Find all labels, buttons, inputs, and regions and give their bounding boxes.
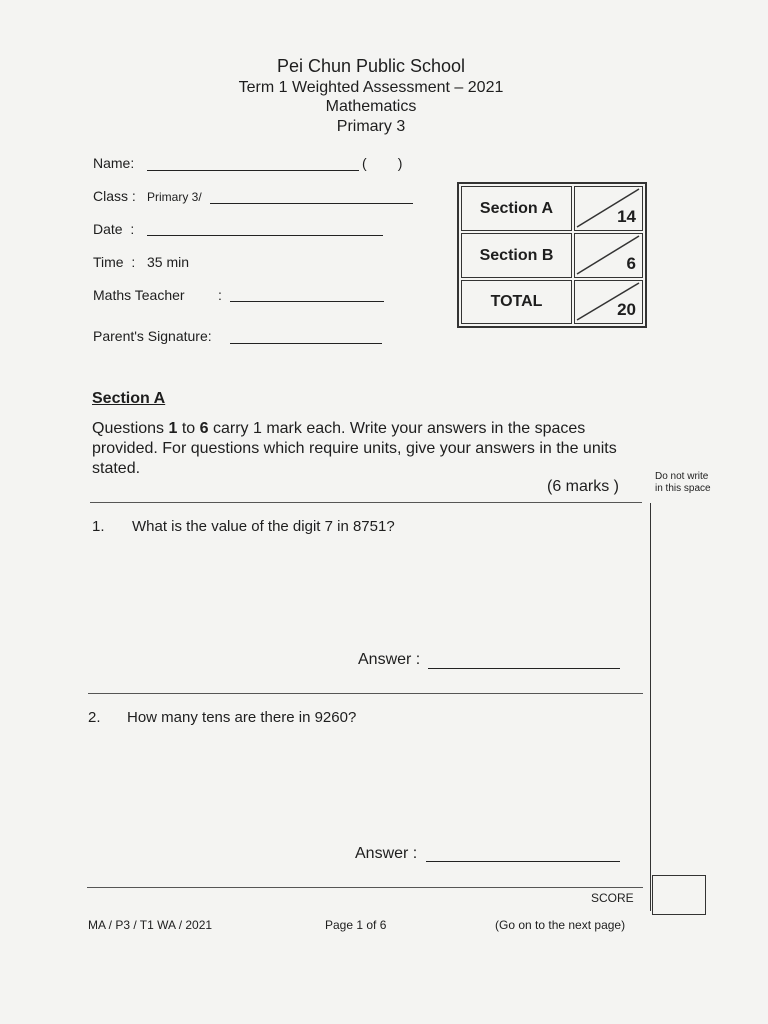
score-row-label: Section B [461, 233, 572, 278]
instructions-q-to: 6 [199, 420, 209, 437]
score-label: SCORE [591, 891, 634, 905]
divider [87, 887, 643, 888]
level-title: Primary 3 [336, 118, 406, 135]
score-table [457, 182, 647, 328]
divider [90, 502, 642, 503]
instructions-text: to [177, 420, 200, 437]
answer-label: Answer : [355, 845, 418, 862]
instructions-q-from: 1 [168, 420, 178, 437]
date-field[interactable] [147, 235, 383, 236]
margin-note-line: in this space [655, 483, 711, 494]
class-prefix: Primary 3/ [147, 190, 202, 204]
time-label: Time : [93, 254, 136, 270]
instructions-text: Questions [92, 420, 169, 437]
score-box[interactable] [652, 875, 706, 915]
parent-signature-field[interactable] [230, 343, 382, 344]
score-row-value-cell [574, 233, 643, 278]
section-a-instructions [92, 419, 652, 479]
answer-field[interactable] [426, 861, 620, 862]
teacher-field[interactable] [230, 301, 384, 302]
score-value: 6 [626, 254, 636, 273]
teacher-colon: : [218, 287, 222, 303]
score-row-value-cell [574, 280, 643, 324]
register-number-paren: ( ) [362, 155, 403, 171]
parent-signature-label: Parent's Signature: [93, 328, 212, 344]
subject-title: Mathematics [325, 98, 417, 115]
section-a-marks: (6 marks ) [547, 478, 619, 495]
next-page-note: (Go on to the next page) [495, 918, 626, 932]
question-text: How many tens are there in 9260? [127, 709, 357, 726]
page-number: Page 1 of 6 [325, 918, 387, 932]
assessment-title: Term 1 Weighted Assessment – 2021 [238, 79, 504, 96]
question-number: 2. [88, 709, 101, 726]
margin-note-line: Do not write [655, 471, 709, 482]
class-label: Class : [93, 188, 136, 204]
time-value: 35 min [147, 254, 190, 270]
date-label: Date : [93, 221, 135, 237]
name-field[interactable] [147, 170, 359, 171]
score-row-label: Section A [461, 186, 572, 231]
margin-note [655, 471, 711, 495]
score-row-label: TOTAL [461, 280, 572, 324]
answer-label: Answer : [358, 651, 421, 668]
score-value: 20 [617, 300, 636, 319]
margin-rule [650, 503, 651, 911]
class-field[interactable] [210, 203, 413, 204]
question-number: 1. [92, 518, 105, 535]
answer-field[interactable] [428, 668, 620, 669]
instructions-text: carry 1 mark each. Write your answers in the spaces provided. For questions which require units, give your answers in the units stated. [92, 420, 617, 477]
name-label: Name: [93, 155, 135, 171]
teacher-label: Maths Teacher [93, 287, 185, 303]
divider [88, 693, 643, 694]
question-text: What is the value of the digit 7 in 8751? [132, 518, 395, 535]
section-a-heading: Section A [92, 390, 166, 407]
paper-code: MA / P3 / T1 WA / 2021 [88, 918, 213, 932]
score-value: 14 [617, 207, 636, 226]
school-name: Pei Chun Public School [276, 56, 466, 76]
score-row-value-cell [574, 186, 643, 231]
